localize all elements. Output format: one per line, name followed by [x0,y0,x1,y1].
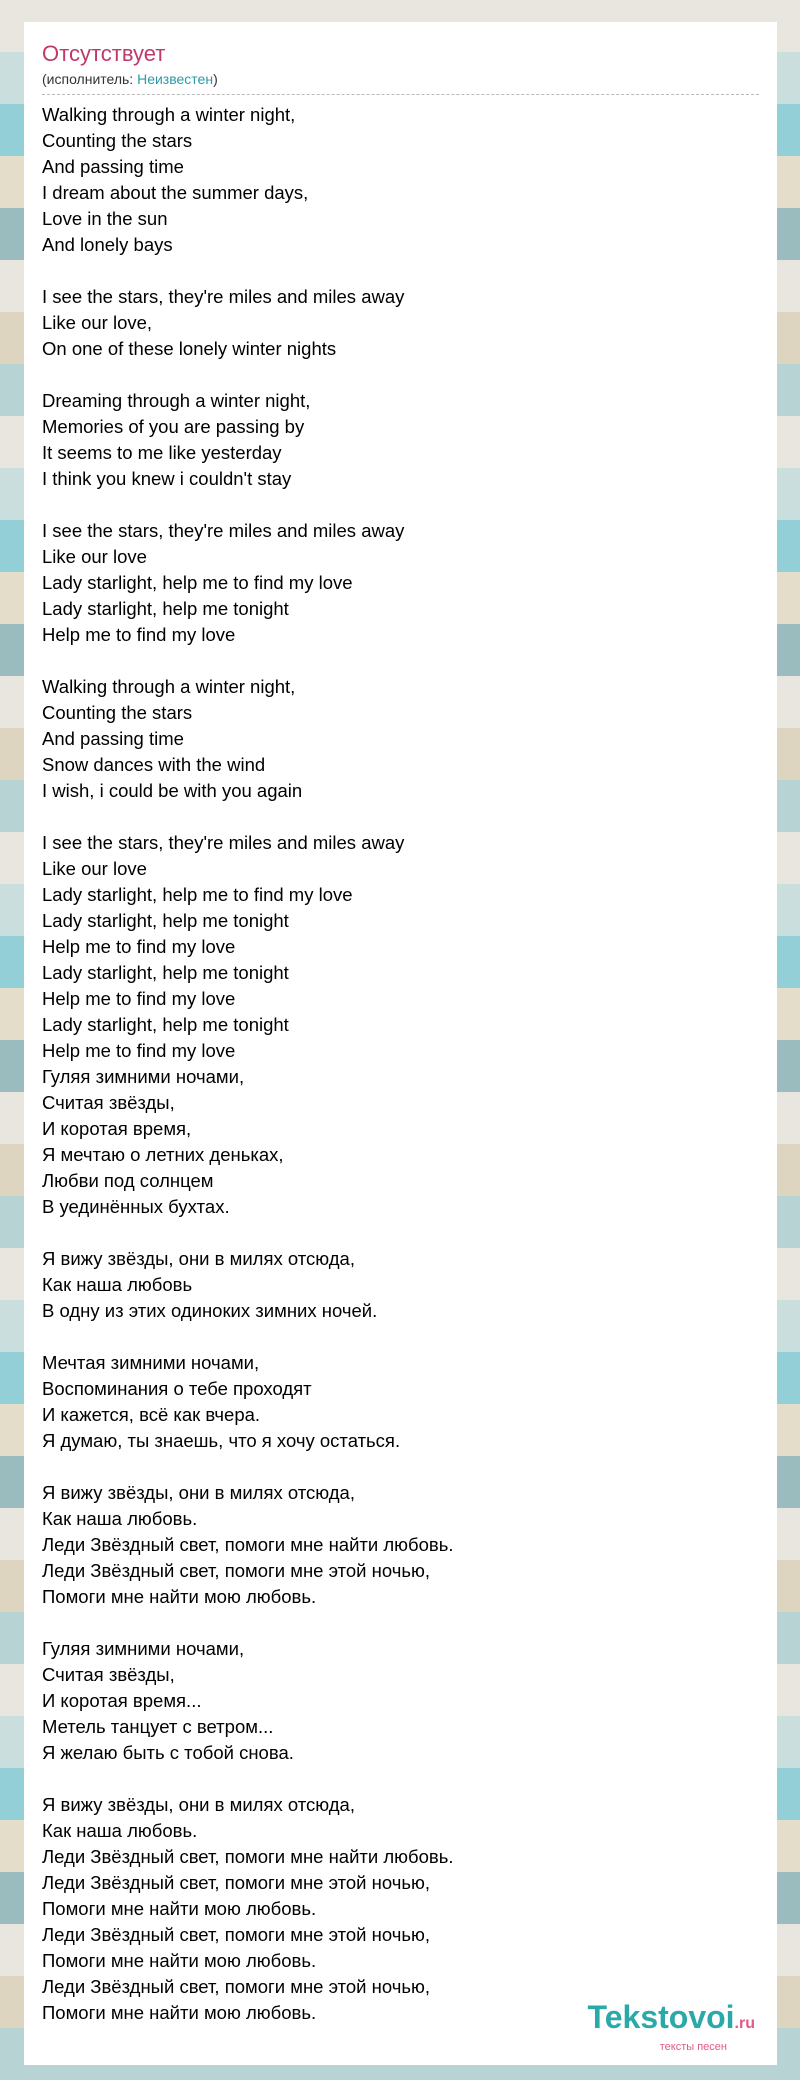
lyric-line: Помоги мне найти мою любовь. [42,1898,317,1919]
lyric-line: Считая звёзды, [42,1664,175,1685]
song-title: Отсутствует [42,41,166,66]
lyric-line: В одну из этих одиноких зимних ночей. [42,1300,378,1321]
lyric-line: Like our love [42,546,147,567]
logo-wordmark [588,2000,755,2041]
artist-link[interactable]: Неизвестен [137,71,214,87]
lyric-line: И коротая время, [42,1118,192,1139]
lyric-line: On one of these lonely winter nights [42,338,337,359]
lyric-line: I dream about the summer days, [42,182,309,203]
lyric-line: В уединённых бухтах. [42,1196,230,1217]
lyric-line: Lady starlight, help me tonight [42,1014,289,1035]
site-logo[interactable] [588,2000,755,2053]
lyric-line: Как наша любовь. [42,1508,198,1529]
stanza-break [42,1220,759,1246]
stanza-break [42,1766,759,1792]
lyric-line: And passing time [42,728,184,749]
lyric-line: Memories of you are passing by [42,416,305,437]
stanza-break [42,804,759,830]
lyric-line: Воспоминания о тебе проходят [42,1378,312,1399]
lyric-line: Walking through a winter night, [42,676,296,697]
lyric-line: I see the stars, they're miles and miles away [42,520,405,541]
lyric-line: Гуляя зимними ночами, [42,1638,245,1659]
lyric-line: Like our love [42,858,147,879]
stanza-break [42,1610,759,1636]
logo-tld: .ru [734,2015,755,2032]
lyric-line: Help me to find my love [42,988,236,1009]
lyric-line: Lady starlight, help me tonight [42,910,289,931]
lyric-line: Я думаю, ты знаешь, что я хочу остаться. [42,1430,401,1451]
lyric-line: Как наша любовь. [42,1820,198,1841]
lyric-line: It seems to me like yesterday [42,442,282,463]
lyric-line: Любви под солнцем [42,1170,214,1191]
lyric-line: And passing time [42,156,184,177]
lyrics-body [42,102,759,2026]
stanza-break [42,492,759,518]
lyric-line: Леди Звёздный свет, помоги мне этой ночью, [42,1976,431,1997]
artist-line [42,70,759,95]
stanza-break [42,1454,759,1480]
lyric-line: Counting the stars [42,702,193,723]
lyric-line: Walking through a winter night, [42,104,296,125]
lyric-line: Help me to find my love [42,624,236,645]
lyric-line: Леди Звёздный свет, помоги мне найти любовь. [42,1534,454,1555]
lyric-line: I wish, i could be with you again [42,780,303,801]
lyric-line: Я вижу звёзды, они в милях отсюда, [42,1794,355,1815]
lyric-line: Я мечтаю о летних деньках, [42,1144,284,1165]
stanza-break [42,1324,759,1350]
lyric-line: Я желаю быть с тобой снова. [42,1742,294,1763]
lyric-line: Помоги мне найти мою любовь. [42,1950,317,1971]
lyric-line: Snow dances with the wind [42,754,266,775]
lyric-line: Леди Звёздный свет, помоги мне этой ночью, [42,1924,431,1945]
lyric-line: Гуляя зимними ночами, [42,1066,245,1087]
lyric-line: I see the stars, they're miles and miles away [42,832,405,853]
lyric-line: And lonely bays [42,234,173,255]
lyric-line: Я вижу звёзды, они в милях отсюда, [42,1482,355,1503]
lyric-line: Dreaming through a winter night, [42,390,311,411]
lyric-line: I think you knew i couldn't stay [42,468,292,489]
lyric-line: Как наша любовь [42,1274,193,1295]
lyric-line: Я вижу звёзды, они в милях отсюда, [42,1248,355,1269]
stanza-break [42,362,759,388]
lyric-line: Метель танцует с ветром... [42,1716,274,1737]
stanza-break [42,258,759,284]
lyric-line: Help me to find my love [42,936,236,957]
logo-brand: Tekstovoi [587,1999,735,2035]
lyric-line: Like our love, [42,312,153,333]
lyric-line: Lady starlight, help me to find my love [42,572,353,593]
lyric-line: Counting the stars [42,130,193,151]
lyric-line: Леди Звёздный свет, помоги мне этой ночью, [42,1872,431,1893]
lyric-line: Lady starlight, help me to find my love [42,884,353,905]
lyric-line: Help me to find my love [42,1040,236,1061]
stanza-break [42,648,759,674]
lyric-line: Помоги мне найти мою любовь. [42,1586,317,1607]
lyric-line: Lady starlight, help me tonight [42,598,289,619]
artist-suffix: ) [213,71,218,87]
lyric-line: И коротая время... [42,1690,202,1711]
lyric-line: Мечтая зимними ночами, [42,1352,260,1373]
lyric-line: Леди Звёздный свет, помоги мне этой ночью, [42,1560,431,1581]
lyric-line: Lady starlight, help me tonight [42,962,289,983]
lyric-line: Love in the sun [42,208,168,229]
lyric-line: Считая звёзды, [42,1092,175,1113]
lyrics-card [24,22,777,2065]
lyric-line: И кажется, всё как вчера. [42,1404,261,1425]
lyric-line: Помоги мне найти мою любовь. [42,2002,317,2023]
artist-prefix: (исполнитель: [42,71,138,87]
logo-tagline: тексты песен [659,2041,727,2053]
lyric-line: I see the stars, they're miles and miles away [42,286,405,307]
lyric-line: Леди Звёздный свет, помоги мне найти любовь. [42,1846,454,1867]
